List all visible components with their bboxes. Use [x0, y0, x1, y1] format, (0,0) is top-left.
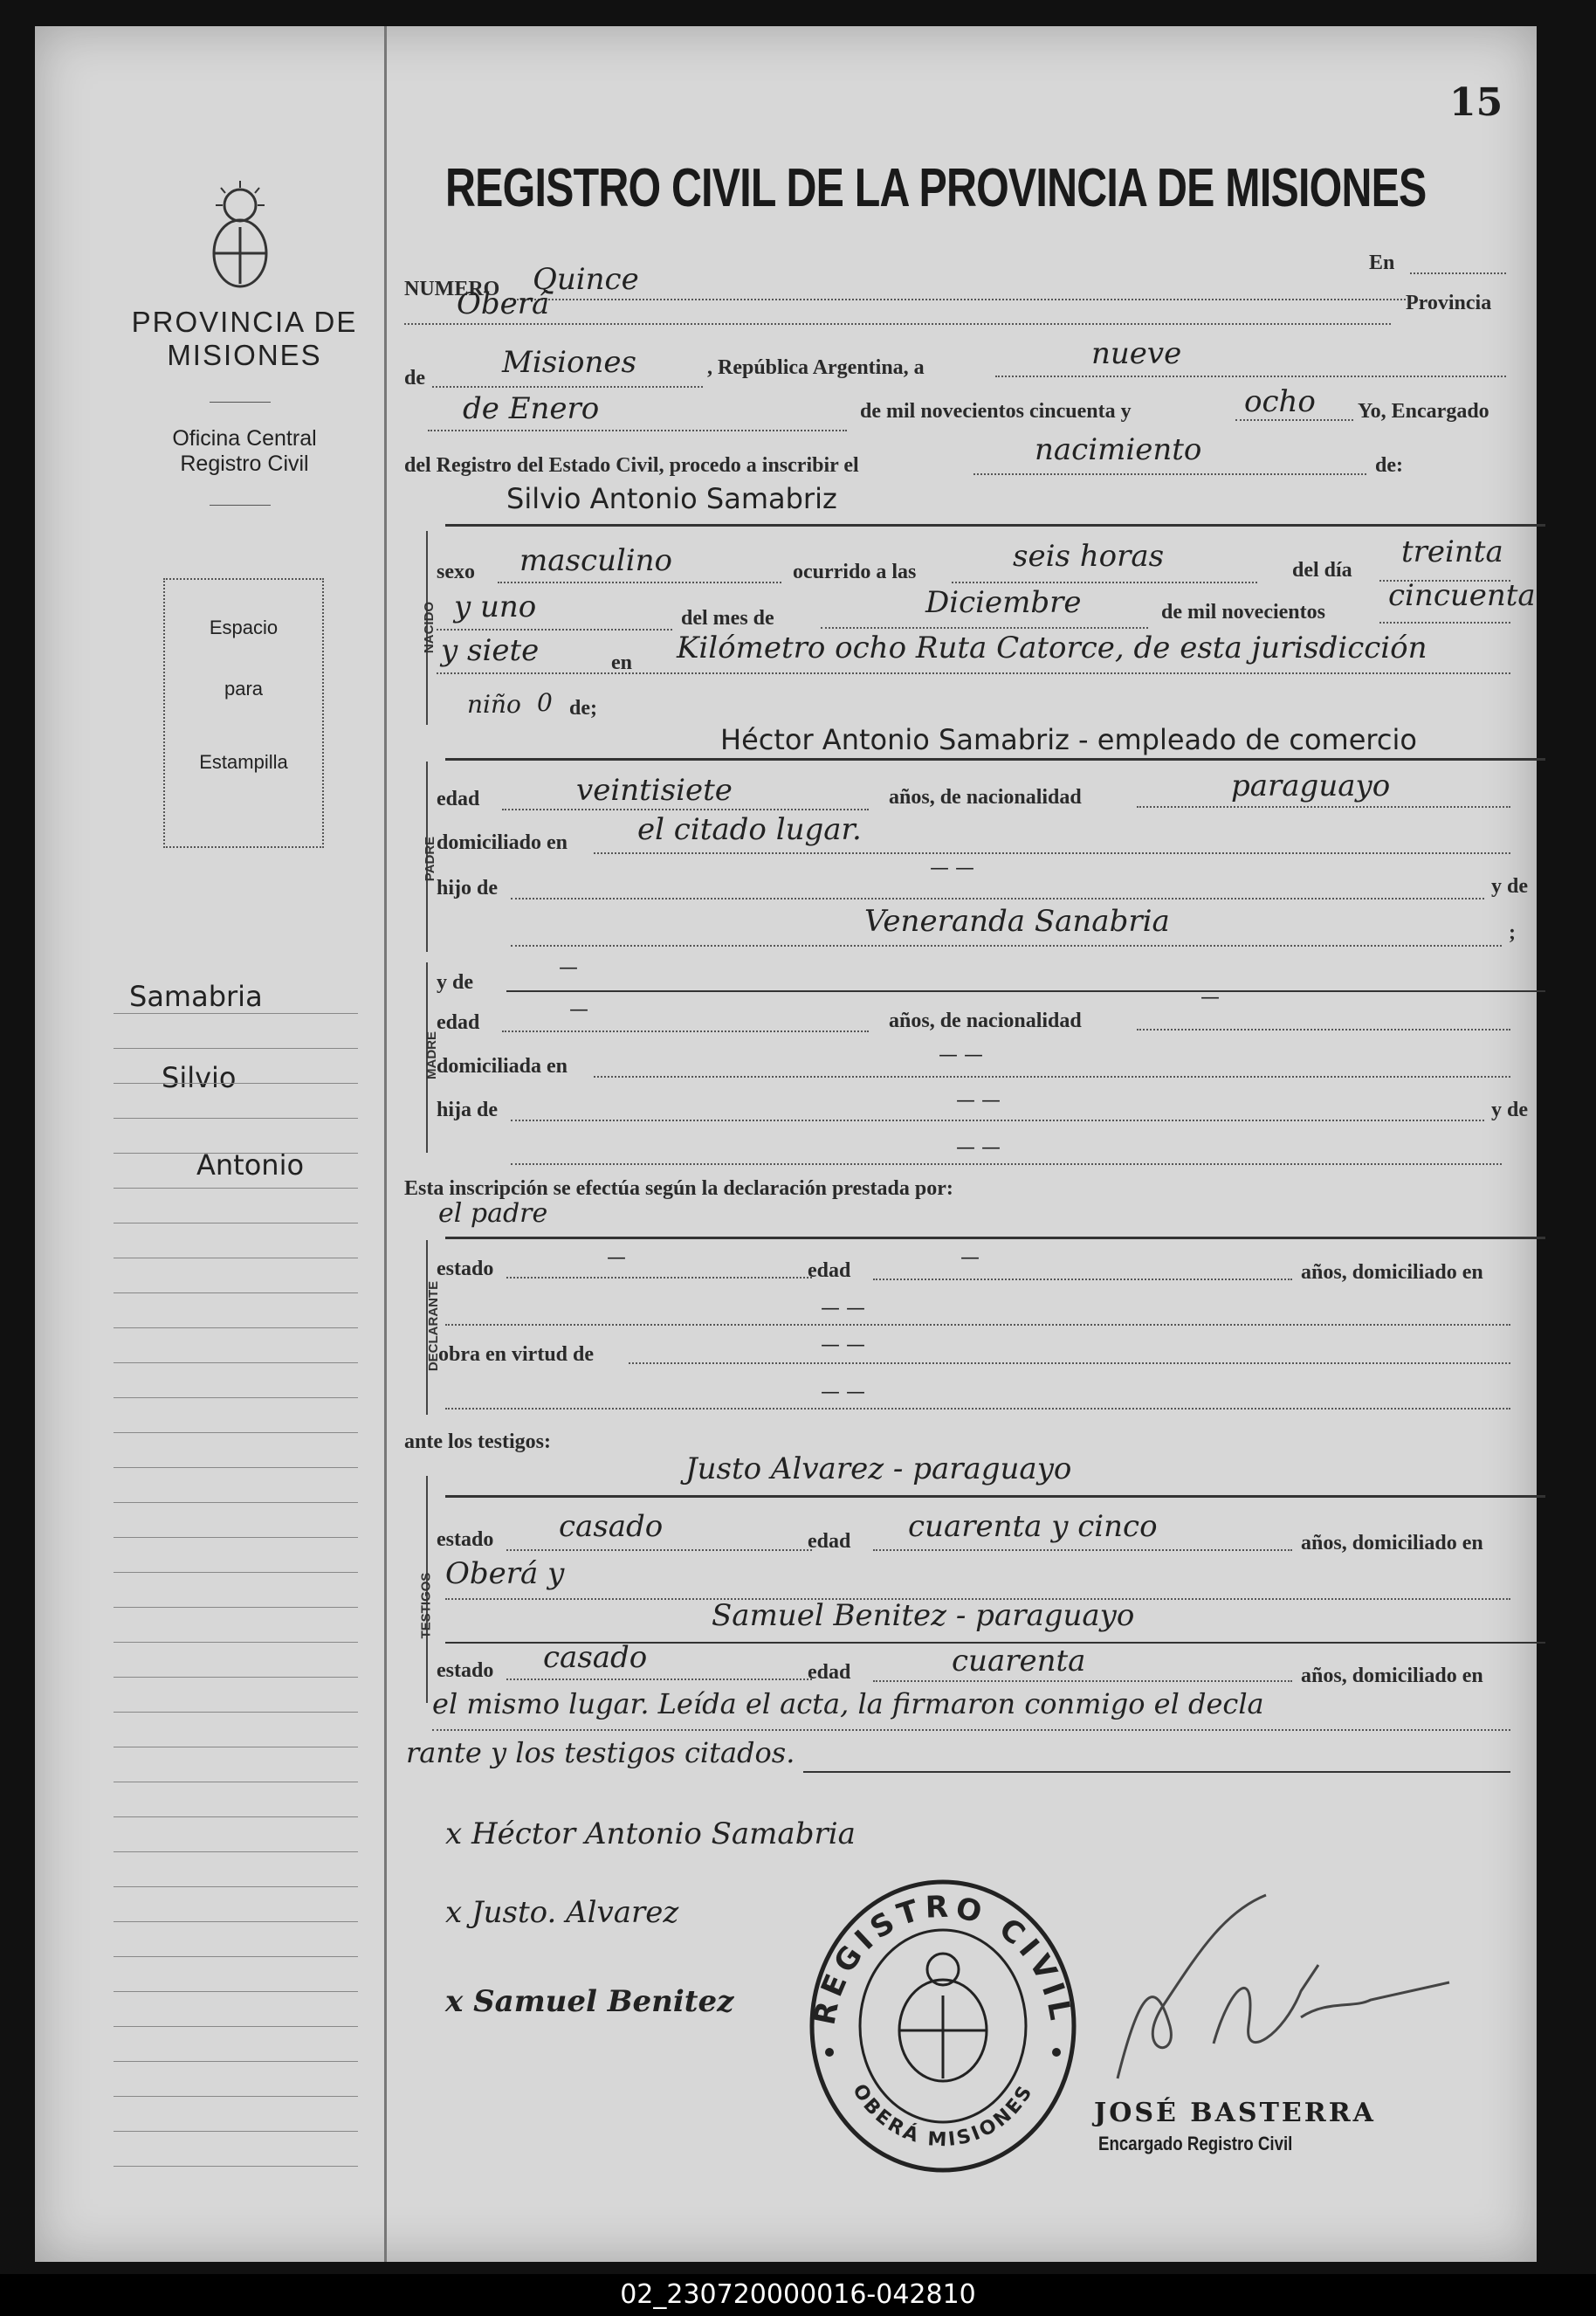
label-yo: Yo, Encargado	[1358, 400, 1489, 423]
stamp-box-line: Estampilla	[199, 751, 288, 773]
hw-decl-dash: — —	[821, 1298, 865, 1320]
officer-name: JOSÉ BASTERRA	[1094, 2098, 1376, 2128]
hw-anio: ocho	[1244, 384, 1316, 419]
hw-madre-extra: — —	[956, 1137, 1001, 1159]
section-label-padre: PADRE	[423, 836, 438, 882]
label-t1-anios: años, domiciliado en	[1301, 1532, 1483, 1554]
stub-office: Oficina Central	[172, 426, 317, 451]
page-number: 15	[1449, 80, 1503, 125]
stub-rule	[114, 1432, 358, 1433]
label-madre-anios: años, de nacionalidad	[889, 1010, 1082, 1032]
stub-province: PROVINCIA DE	[131, 306, 358, 338]
label-de-colon: de:	[1375, 454, 1403, 477]
stub-rule	[114, 1642, 358, 1643]
label-nino-de: de;	[569, 697, 597, 720]
section-label-nacido: NACIDO	[422, 601, 437, 654]
label-semicolon: ;	[1509, 921, 1516, 944]
seal-text-bottom: OBERÁ MISIONES	[848, 2080, 1038, 2152]
stub-rule	[114, 1816, 358, 1817]
stamp-box-line: Espacio	[209, 617, 279, 638]
signature-testigo-2: x Samuel Benitez	[445, 1984, 734, 2019]
hw-dia-nac: treinta	[1401, 534, 1503, 569]
label-del-mes: del mes de	[681, 607, 774, 630]
stub-rule	[114, 1851, 358, 1852]
label-declaracion: Esta inscripción se efectúa según la declaración prestada por:	[404, 1177, 953, 1200]
label-y-de: y de	[1491, 875, 1528, 898]
label-de: de	[404, 367, 425, 389]
hw-mes: de Enero	[463, 391, 600, 426]
hw-padre-dash: — —	[930, 858, 974, 879]
stub-name-second: Antonio	[196, 1148, 305, 1182]
label-padre-anios: años, de nacionalidad	[889, 786, 1082, 809]
stub-rule	[114, 1048, 358, 1049]
hw-t1-edad: cuarenta y cinco	[908, 1509, 1158, 1544]
stub-rule	[114, 1537, 358, 1538]
label-padre-edad: edad	[437, 788, 480, 810]
stub-divider	[210, 505, 271, 506]
hw-mes-nac: Diciembre	[925, 585, 1082, 620]
hw-madre-nombre: Veneranda Sanabria	[864, 904, 1170, 939]
hw-t1-dom: Oberá y	[445, 1556, 565, 1591]
stub-office-2: Registro Civil	[180, 451, 309, 476]
label-en: En	[1369, 252, 1395, 274]
hw-nino-prefix: niño	[467, 690, 521, 719]
label-decl-edad: edad	[808, 1259, 851, 1282]
stub-rule	[114, 1188, 358, 1189]
stub-rule	[114, 1083, 358, 1084]
label-del-dia: del día	[1292, 559, 1352, 582]
document-title: REGISTRO CIVIL DE LA PROVINCIA DE MISIONES	[445, 158, 1427, 218]
stub-rule	[114, 2026, 358, 2027]
stub-rule	[114, 1013, 358, 1014]
hw-padre-nombre: Héctor Antonio Samabriz - empleado de comercio	[720, 723, 1417, 756]
label-mil: de mil novecientos cincuenta y	[860, 400, 1132, 423]
stub-rule	[114, 2166, 358, 2167]
label-hijo-de: hijo de	[437, 877, 499, 900]
label-t2-estado: estado	[437, 1659, 494, 1682]
label-decl-anios: años, domiciliado en	[1301, 1261, 1483, 1284]
stub-rule	[114, 1397, 358, 1398]
hw-provincia: Misiones	[502, 345, 636, 380]
hw-t2-edad: cuarenta	[952, 1644, 1086, 1678]
hw-t2-estado: casado	[543, 1640, 648, 1675]
hw-horas: seis horas	[1013, 539, 1165, 574]
label-registro: del Registro del Estado Civil, procedo a inscribir el	[404, 454, 859, 477]
signature-declarante: x Héctor Antonio Samabria	[445, 1816, 856, 1851]
label-madre-y-de: y de	[437, 971, 473, 994]
hw-testigo-2: Samuel Benitez - paraguayo	[712, 1598, 1135, 1633]
hw-madre-edad: —	[569, 999, 588, 1021]
label-ocurrido: ocurrido a las	[793, 561, 917, 583]
left-stub	[35, 26, 387, 2262]
label-numero: NUMERO	[404, 278, 500, 300]
hw-dia: nueve	[1091, 336, 1182, 371]
stub-divider	[210, 402, 271, 403]
label-republica: , República Argentina, a	[707, 356, 925, 379]
stamp-box	[163, 578, 324, 848]
hw-acto: nacimiento	[1035, 432, 1202, 467]
label-madre-domiciliada: domiciliada en	[437, 1055, 568, 1078]
stub-rule	[114, 1886, 358, 1887]
stub-rule	[114, 2096, 358, 2097]
stub-rule	[114, 1292, 358, 1293]
hw-madre-nac: —	[1200, 987, 1220, 1009]
hw-cierre-1: el mismo lugar. Leída el acta, la firmaron conmigo el decla	[432, 1687, 1264, 1720]
section-label-testigos: TESTIGOS	[418, 1572, 434, 1639]
stub-rule	[114, 1502, 358, 1503]
hw-lugar-nac: Kilómetro ocho Ruta Catorce, de esta jurisdicción	[677, 631, 1427, 665]
stub-rule	[114, 2061, 358, 2062]
hw-sexo: masculino	[519, 543, 673, 578]
stub-rule	[114, 1712, 358, 1713]
label-obra: obra en virtud de	[438, 1343, 595, 1366]
footer-filename: 02_230720000016-042810	[0, 2274, 1596, 2316]
hw-lugar: Oberá	[457, 286, 550, 321]
seal-text-top: REGISTRO CIVIL	[807, 1889, 1079, 2028]
stub-rule	[114, 1153, 358, 1154]
label-mil-2: de mil novecientos	[1161, 601, 1325, 624]
label-madre-y-de-2: y de	[1491, 1099, 1528, 1121]
label-padre-domiciliado: domiciliado en	[437, 831, 568, 854]
hw-numero: Quince	[533, 262, 639, 297]
stub-rule	[114, 1677, 358, 1678]
hw-madre-dom: — —	[939, 1044, 983, 1066]
label-decl-estado: estado	[437, 1258, 494, 1280]
stub-name-surname: Samabria	[129, 980, 263, 1013]
svg-text:OBERÁ MISIONES	[848, 2080, 1038, 2151]
hw-padre-edad: veintisiete	[576, 773, 733, 808]
hw-anio-nac-2: y siete	[441, 633, 540, 668]
hw-nino-num: 0	[537, 688, 553, 717]
stub-name-first: Silvio	[162, 1061, 237, 1094]
stub-rule	[114, 1327, 358, 1328]
hw-testigo-1: Justo Alvarez - paraguayo	[685, 1451, 1072, 1486]
hw-padre-nac: paraguayo	[1231, 769, 1391, 803]
hw-t1-estado: casado	[559, 1509, 664, 1544]
stub-rule	[114, 1956, 358, 1957]
stub-rule	[114, 1467, 358, 1468]
label-provincia: Provincia	[1406, 292, 1492, 314]
label-t2-edad: edad	[808, 1661, 851, 1684]
hw-madre-yde: —	[559, 957, 578, 979]
hw-declarante: el padre	[438, 1198, 548, 1229]
hw-decl-edad: —	[960, 1247, 980, 1269]
hw-anio-nac: cincuenta	[1388, 578, 1536, 613]
stub-rule	[114, 1921, 358, 1922]
hw-nombre: Silvio Antonio Samabriz	[506, 482, 837, 515]
hw-cierre-2: rante y los testigos citados.	[406, 1736, 795, 1769]
label-en-2: en	[611, 651, 632, 674]
officer-role: Encargado Registro Civil	[1098, 2133, 1293, 2154]
label-t1-estado: estado	[437, 1528, 494, 1551]
stub-province-2: MISIONES	[167, 339, 322, 371]
hw-decl-estado: —	[607, 1247, 626, 1269]
section-label-madre: MADRE	[424, 1031, 439, 1079]
section-label-declarante: DECLARANTE	[426, 1280, 442, 1372]
document-page	[35, 26, 1537, 2262]
hw-decl-obra-2: — —	[821, 1382, 865, 1403]
label-hija-de: hija de	[437, 1099, 499, 1121]
stub-rule	[114, 1607, 358, 1608]
coat-of-arms-icon	[196, 179, 284, 293]
stamp-box-line: para	[224, 678, 264, 700]
label-sexo: sexo	[437, 561, 475, 583]
label-madre-edad: edad	[437, 1011, 480, 1034]
hw-padre-dom: el citado lugar.	[637, 812, 862, 847]
label-t2-anios: años, domiciliado en	[1301, 1665, 1483, 1687]
stub-rule	[114, 1118, 358, 1119]
stub-rule	[114, 2131, 358, 2132]
stub-rule	[114, 1362, 358, 1363]
stub-rule	[114, 1991, 358, 1992]
hw-madre-hija: — —	[956, 1090, 1001, 1112]
signature-testigo-1: x Justo. Alvarez	[445, 1895, 679, 1930]
official-seal-icon	[795, 1873, 1091, 2179]
stub-rule	[114, 1572, 358, 1573]
label-t1-edad: edad	[808, 1530, 851, 1553]
officer-signature-icon	[1083, 1878, 1467, 2105]
hw-dia-nac-2: y uno	[454, 589, 537, 624]
hw-decl-obra: — —	[821, 1334, 865, 1356]
label-testigos: ante los testigos:	[404, 1430, 551, 1453]
